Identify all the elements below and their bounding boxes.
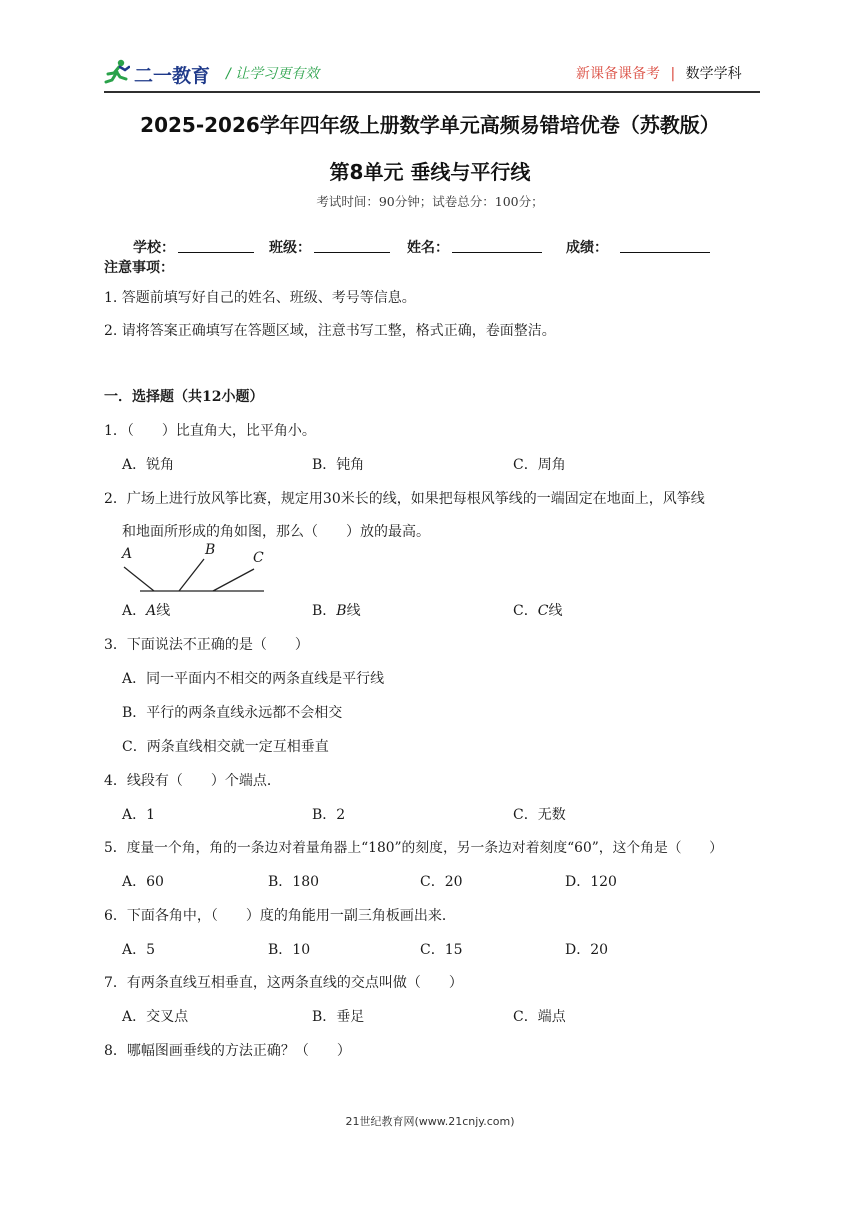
q4-option-a[interactable]: A．1 [122,807,156,823]
question-8-stem: 8．哪幅图画垂线的方法正确？（ ） [104,1043,351,1059]
score-label: 成绩： [566,240,608,256]
q6-option-a[interactable]: A．5 [122,942,156,958]
q3-option-b[interactable]: B．平行的两条直线永远都不会相交 [122,705,343,721]
kite-line-a [124,567,154,591]
slogan: / 让学习更有效 [226,66,320,82]
name-label: 姓名： [407,240,449,256]
section-heading: 一．选择题（共12小题） [104,389,264,405]
question-2-stem-line1: 2．广场上进行放风筝比赛，规定用30米长的线，如果把每根风筝线的一端固定在地面上，风筝线 [104,491,705,507]
q1-option-a[interactable]: A．锐角 [122,457,175,473]
page-footer: 21世纪教育网(www.21cnjy.com) [345,1115,515,1128]
question-5-stem: 5．度量一个角，角的一条边对着量角器上“180”的刻度，另一条边对着刻度“60”，这个角是（ ） [104,840,723,856]
notes-heading: 注意事项： [104,260,174,276]
page-title: 2025-2026学年四年级上册数学单元高频易错培优卷（苏教版） [140,113,720,137]
header-divider [104,91,760,93]
header-right-right: 数学学科 [685,66,742,82]
q5-option-a[interactable]: A．60 [122,874,164,890]
header-right [576,63,742,83]
q7-option-b[interactable]: B．垂足 [312,1009,365,1025]
question-1-stem: 1．（ ）比直角大，比平角小。 [104,423,316,439]
kite-angle-figure [118,542,268,595]
logo [104,58,214,86]
q3-option-c[interactable]: C．两条直线相交就一定互相垂直 [122,739,329,755]
q5-option-b[interactable]: B．180 [268,874,320,890]
q6-option-c[interactable]: C．15 [420,942,463,958]
question-2-stem-line2: 和地面所形成的角如图，那么（ ）放的最高。 [122,524,430,540]
class-blank[interactable] [314,252,390,253]
label-b: B [205,542,216,558]
note-item: 2. 请将答案正确填写在答题区域，注意书写工整，格式正确，卷面整洁。 [104,323,556,339]
q2-option-b[interactable]: B．B线 [312,603,361,619]
question-6-stem: 6．下面各角中，（ ）度的角能用一副三角板画出来． [104,908,456,924]
q5-option-d[interactable]: D．120 [565,874,617,890]
class-label: 班级： [269,240,311,256]
q7-option-a[interactable]: A．交叉点 [122,1009,189,1025]
q4-option-c[interactable]: C．无数 [513,807,566,823]
kite-line-c [213,569,254,591]
score-blank[interactable] [620,252,710,253]
note-item: 1. 答题前填写好自己的姓名、班级、考号等信息。 [104,290,416,306]
header-right-left: 新课备课备考 [576,66,660,82]
logo-text: 二一教育 [134,65,211,87]
q7-option-c[interactable]: C．端点 [513,1009,566,1025]
q1-option-b[interactable]: B．钝角 [312,457,365,473]
label-c: C [253,550,264,566]
header-separator: | [670,66,676,82]
kite-line-b [179,559,204,591]
q2-option-c[interactable]: C．C线 [513,603,563,619]
question-4-stem: 4．线段有（ ）个端点． [104,773,281,789]
q6-option-b[interactable]: B．10 [268,942,311,958]
label-a: A [122,546,133,562]
q3-option-a[interactable]: A．同一平面内不相交的两条直线是平行线 [122,671,385,687]
name-blank[interactable] [452,252,542,253]
question-7-stem: 7．有两条直线互相垂直，这两条直线的交点叫做（ ） [104,975,463,991]
q6-option-d[interactable]: D．20 [565,942,609,958]
question-3-stem: 3．下面说法不正确的是（ ） [104,637,309,653]
runner-logo-icon [104,58,130,86]
exam-info: 考试时间：90分钟；试卷总分：100分； [316,194,544,209]
q5-option-c[interactable]: C．20 [420,874,463,890]
q4-option-b[interactable]: B．2 [312,807,346,823]
q2-option-a[interactable]: A．A线 [122,603,171,619]
school-label: 学校： [133,240,175,256]
page-subtitle: 第8单元 垂线与平行线 [329,160,531,184]
q1-option-c[interactable]: C．周角 [513,457,566,473]
school-blank[interactable] [178,252,254,253]
